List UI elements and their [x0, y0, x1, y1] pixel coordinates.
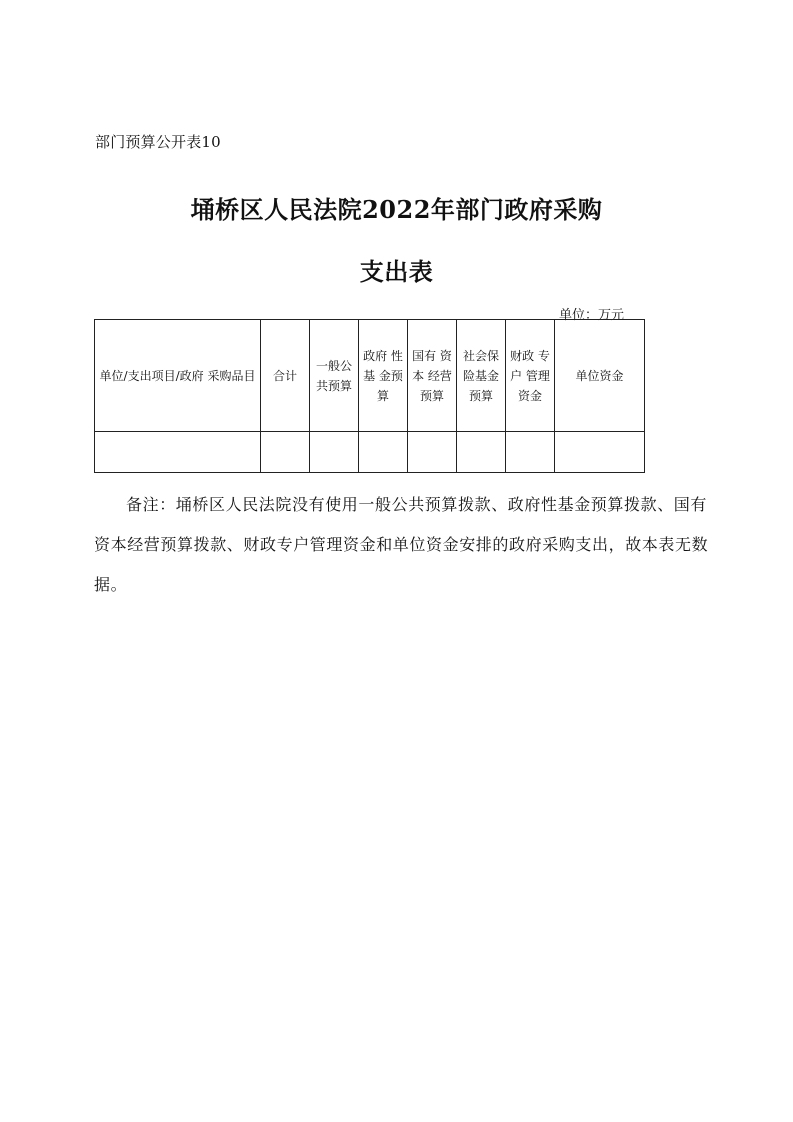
header-cell-social-insurance-budget: 社会保险基金预算 — [457, 320, 506, 432]
header-row — [95, 320, 645, 432]
table-cell — [310, 432, 359, 473]
table-cell — [359, 432, 408, 473]
table-row — [95, 432, 645, 473]
header-cell-item: 单位/支出项目/政府 采购品目 — [95, 320, 261, 432]
unit-label: 单位：万元 — [559, 308, 625, 323]
table-cell — [261, 432, 310, 473]
header-cell-gov-fund-budget: 政府 性基 金预算 — [359, 320, 408, 432]
remark-note: 备注：埇桥区人民法院没有使用一般公共预算拨款、政府性基金预算拨款、国有资本经营预算拨款、财政专户管理资金和单位资金安排的政府采购支出，故本表无数据。 — [94, 495, 709, 594]
table-cell — [408, 432, 457, 473]
page-subtitle: 支出表 — [359, 257, 434, 286]
header-cell-total: 合计 — [261, 320, 310, 432]
header-cell-general-budget: 一般公共预算 — [310, 320, 359, 432]
table-cell — [457, 432, 506, 473]
table-cell — [95, 432, 261, 473]
header-cell-special-account-funds: 财政 专户 管理资金 — [506, 320, 555, 432]
table-cell — [555, 432, 645, 473]
budget-table — [94, 319, 645, 473]
document-label: 部门预算公开表10 — [95, 133, 221, 151]
page-title: 埇桥区人民法院2022年部门政府采购 — [190, 195, 603, 224]
header-cell-state-capital-budget: 国有 资本 经营预算 — [408, 320, 457, 432]
header-cell-unit-funds: 单位资金 — [555, 320, 645, 432]
table-cell — [506, 432, 555, 473]
